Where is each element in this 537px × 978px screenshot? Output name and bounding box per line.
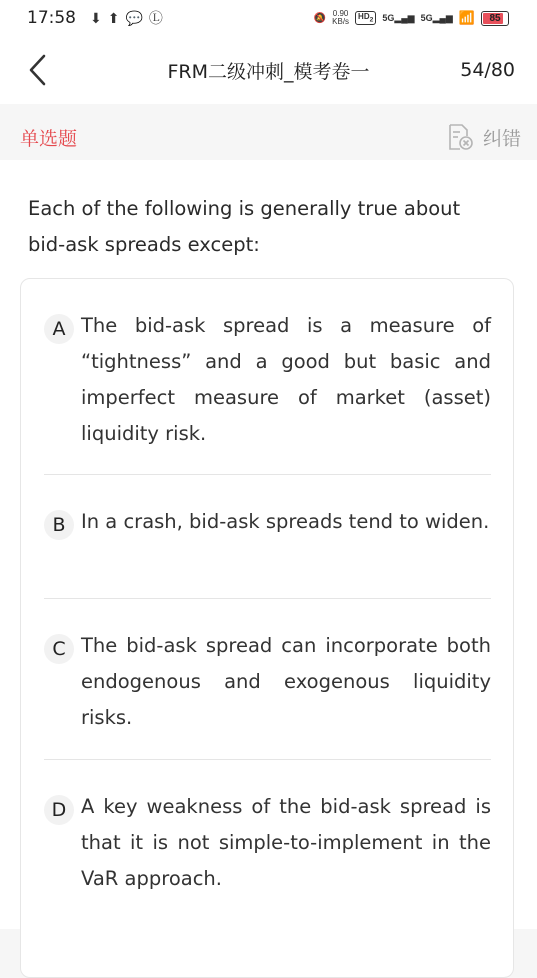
question-type-label: 单选题 — [20, 128, 78, 150]
page-title: FRM二级冲刺_模考卷一 — [167, 60, 370, 83]
status-bar — [0, 0, 537, 36]
net-speed-value: 0.90 — [332, 9, 349, 18]
option-divider — [44, 759, 491, 760]
option-letter: C — [44, 634, 74, 664]
signal-icon-2: 5G▂▄▆ — [420, 12, 453, 23]
option-a[interactable] — [44, 308, 491, 452]
option-c[interactable] — [44, 628, 491, 736]
option-d[interactable] — [44, 789, 491, 897]
option-text: In a crash, bid-ask spreads tend to widen. — [81, 510, 490, 533]
battery-icon — [481, 11, 509, 26]
notification-icons — [90, 8, 163, 28]
status-time: 17:58 — [27, 8, 76, 28]
download-icon: ⬇ — [90, 9, 102, 26]
chat-icon: 💬 — [125, 9, 143, 26]
net-speed — [332, 10, 349, 26]
option-letter: A — [44, 314, 74, 344]
network-1-label: 5G — [382, 12, 395, 23]
network-2-label: 5G — [420, 12, 433, 23]
report-error-button[interactable] — [447, 123, 521, 151]
signal-icon-1: 5G▂▄▆ — [382, 12, 415, 23]
report-doc-icon — [447, 123, 473, 151]
net-speed-unit: KB/s — [332, 17, 350, 26]
question-progress: 54/80 — [460, 59, 515, 81]
hd-label: HD — [358, 12, 370, 22]
upload-icon: ⬆ — [107, 9, 120, 26]
hd-sub: 2 — [369, 16, 374, 24]
wifi-icon: 📶 — [458, 10, 475, 25]
battery-level: 85 — [489, 12, 501, 24]
nav-bar — [0, 36, 537, 104]
hd-icon — [355, 11, 376, 25]
option-text: A key weakness of the bid-ask spread is that it is not simple-to-implement in the VaR approach. — [81, 795, 491, 890]
mute-icon: 🔕 — [313, 12, 327, 24]
option-letter: B — [44, 510, 74, 540]
option-text: The bid-ask spread can incorporate both endogenous and exogenous liquidity risks. — [81, 634, 491, 729]
option-divider — [44, 474, 491, 475]
option-text: The bid-ask spread is a measure of “tightness” and a good but basic and imperfect measure of market (asset) liquidity risk. — [81, 314, 491, 445]
question-type-bar — [0, 114, 537, 160]
option-letter: D — [44, 795, 74, 825]
option-divider — [44, 598, 491, 599]
app-icon: Ⓛ — [148, 10, 163, 26]
question-stem: Each of the following is generally true about bid-ask spreads except: — [28, 197, 461, 256]
system-icons — [314, 10, 509, 26]
option-b[interactable] — [44, 504, 491, 540]
report-error-label: 纠错 — [482, 128, 521, 150]
